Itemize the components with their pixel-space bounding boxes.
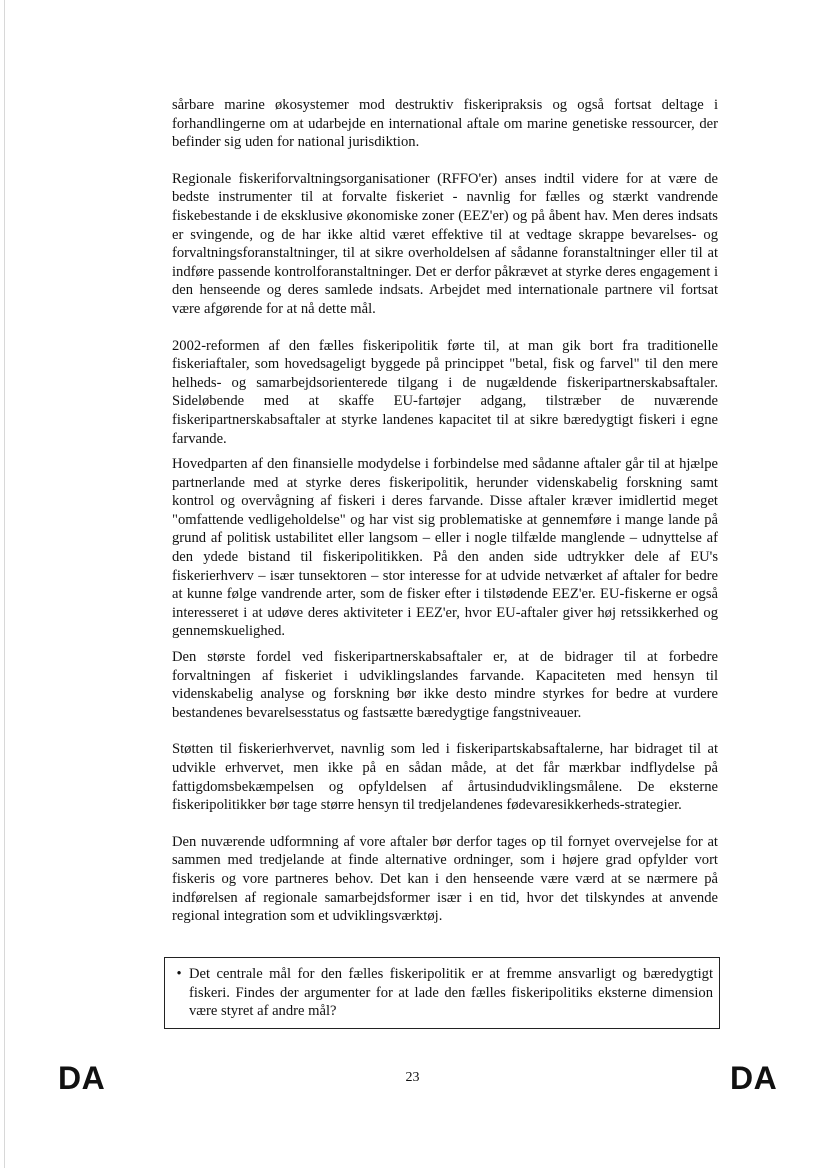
question-item [165,965,719,1021]
language-code-right: DA [730,1060,778,1096]
question-text: Det centrale mål for den fælles fiskeripolitik er at fremme ansvarligt og bæredygtigt fiskeri. Findes der argumenter for at lade den fælles fiskeripolitiks eksterne dimension være styret af andre mål? [189,966,713,1020]
paragraph-financial-contribution: Hovedparten af den finansielle modydelse i forbindelse med sådanne aftaler går til at hjælpe partnerlande med at styrke deres fiskeripolitik, herunder videnskabelig forskning samt kontrol og overvågning af fiskeri i deres farvande. Disse aftaler kræver imidlertid meget "omfattende vedligeholdelse" og har vist sig problematiske at gennemføre i mange lande på grund af politisk ustabilitet eller langsom – eller i nogle tilfælde manglende – udnyttelse af den ydede bistand til fiskeripolitikken. På den anden side udtrykker dele af EU's fiskerierhverv – især tunsektoren – stor interesse for at udvide netværket af aftaler for bedre at kunne følge vandrende arter, som de fisker efter i tilstødende EEZ'er. EU-fiskerne er også interesseret i at udøve deres aktiviteter i EEZ'er, hvor EU-aftaler giver høj retssikkerhed og gennemskuelighed. [172,456,718,640]
paragraph-sector-support: Støtten til fiskerierhvervet, navnlig som led i fiskeripartskabsaftalerne, har bidraget til at udvikle erhvervet, men ikke på en sådan måde, at det får mærkbar indflydelse på fattigdomsbekæmpelsen og opfyldelsen af årtusindudviklingsmålene. De eksterne fiskeripolitikker bør tage større hensyn til tredjelandenes fødevaresikkerheds-strategier. [172,741,718,814]
language-code-left: DA [58,1060,106,1096]
paragraph-main-benefit: Den største fordel ved fiskeripartnerskabsaftaler er, at de bidrager til at forbedre forvaltningen af fiskeriet i udviklingslandes farvande. Kapaciteten med hensyn til videnskabelig analyse og forskning bør ikke desto mindre styrkes for bedre at vurdere bestandenes bevarelsesstatus og fastsætte bæredygtige fangstniveauer. [172,649,718,721]
question-box [164,957,720,1029]
paragraph-2002-reform: 2002-reformen af den fælles fiskeripolitik førte til, at man gik bort fra traditionelle fiskeriaftaler, som hovedsageligt byggede på princippet "betal, fisk og farvel" til den mere helheds- og samarbejdsorienterede tilgang i de nugældende fiskeripartnerskabsaftaler. Sideløbende med at skaffe EU-fartøjer adgang, tilstræber de nuværende fiskeripartnerskabsaftaler at styrke landenes kapacitet til at sikre bæredygtigt fiskeri i egne farvande. [172,337,718,447]
page-edge-line [4,0,5,1168]
bullet-icon: • [176,966,182,982]
page-number: 23 [405,1070,420,1085]
paragraph-marine-ecosystems: sårbare marine økosystemer mod destruktiv fiskeripraksis og også fortsat deltage i forhandlingerne om at udarbejde en international aftale om marine genetiske ressourcer, der befinder sig uden for national jurisdiktion. [172,97,718,151]
paragraph-current-design: Den nuværende udformning af vore aftaler bør derfor tages op til fornyet overvejelse for at sammen med tredjelande at finde alternative ordninger, som i højere grad opfylder vort fiskeris og vore partneres behov. Det kan i den henseende være værd at se nærmere på indførelsen af regionale samarbejdsformer især i en tid, hvor det tilskyndes at anvende regional integration som et udviklingsværktøj. [172,833,718,925]
paragraph-rffo: Regionale fiskeriforvaltningsorganisationer (RFFO'er) anses indtil videre for at være de bedste instrumenter til at forvalte fiskeriet - navnlig for fælles og stærkt vandrende fiskebestande i de eksklusive økonomiske zoner (EEZ'er) og på åbent hav. Men deres indsats er svingende, og de har ikke altid været effektive til at vedtage skrappe bevarelses- og forvaltningsforanstaltninger, til at sikre overholdelsen af sådanne foranstaltninger eller til at indføre passende kontrolforanstaltninger. Det er derfor påkrævet at styrke deres engagement i den henseende og deres samlede indsats. Arbejdet med internationale partnere vil fortsat være afgørende for at nå dette mål. [172,170,718,317]
document-body [172,96,718,944]
